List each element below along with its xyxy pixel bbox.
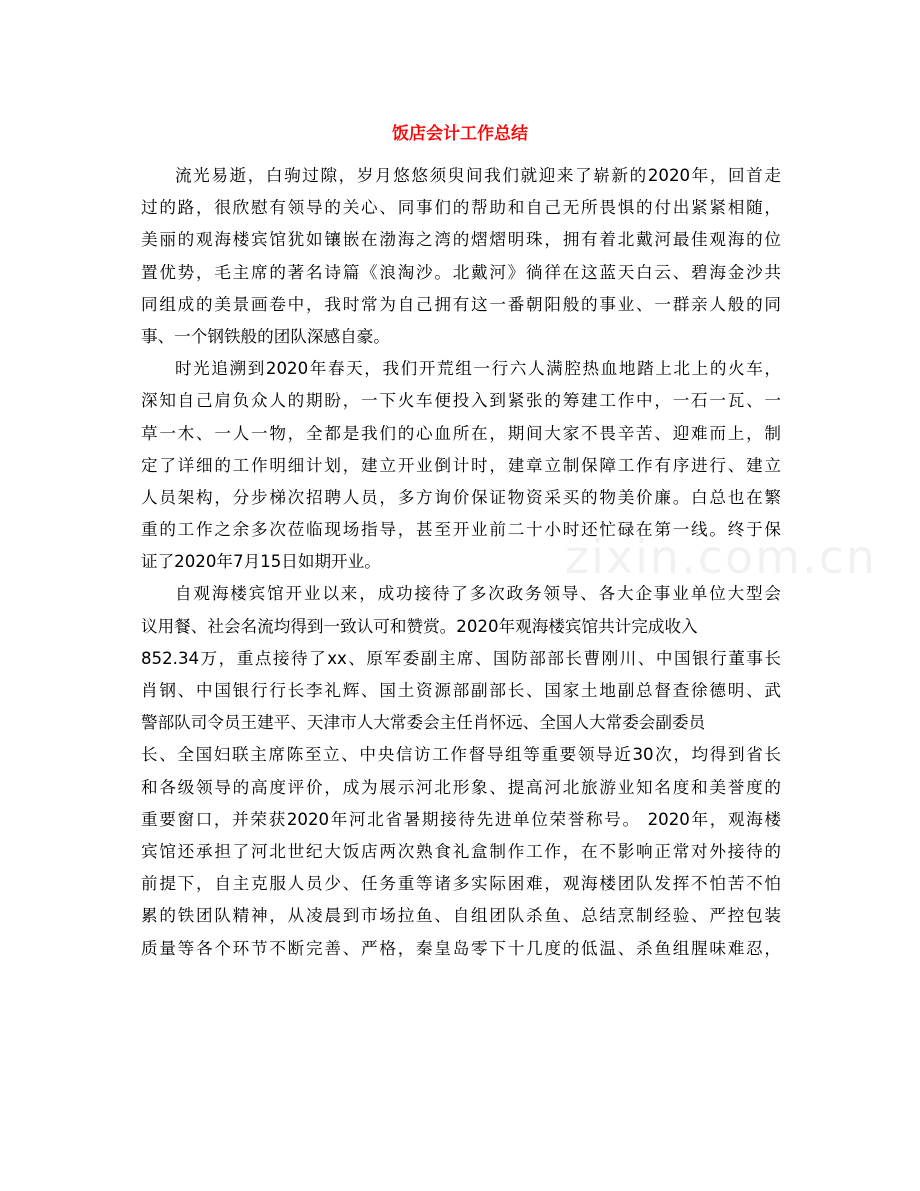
text-line: 和各级领导的高度评价，成为展示河北形象、提高河北旅游业知名度和美誉度的 — [141, 777, 781, 797]
text-line: 肖钢、中国银行行长李礼辉、国土资源部副部长、国家土地副总督查徐德明、武 — [141, 681, 781, 700]
text-line: 过的路，很欣慰有领导的关心、同事们的帮助和自己无所畏惧的付出紧紧相随， — [141, 198, 781, 218]
text-line: 深知自己肩负众人的期盼，一下火车便投入到紧张的筹建工作中，一石一瓦、一 — [141, 391, 781, 411]
text-line: 时光追溯到2020年春天，我们开荒组一行六人满腔热血地踏上北上的火车， — [175, 359, 781, 379]
watermark: zixin.com.cn — [565, 530, 878, 584]
text-line: 重的工作之余多次莅临现场指导，甚至开业前二十小时还忙碌在第一线。终于保 — [141, 520, 781, 540]
text-line: 警部队司令员王建平、天津市人大常委会主任肖怀远、全国人大常委会副委员 — [141, 713, 706, 733]
text-line: 累的铁团队精神，从凌晨到市场拉鱼、自组团队杀鱼、总结烹制经验、严控包装 — [141, 906, 781, 926]
text-line: 置优势，毛主席的著名诗篇《浪淘沙。北戴河》徜徉在这蓝天白云、碧海金沙共 — [141, 262, 781, 282]
text-line: 定了详细的工作明细计划，建立开业倒计时，建章立制保障工作有序进行、建立 — [141, 455, 781, 475]
text-line: 852.34万，重点接待了xx、原军委副主席、国防部部长曹刚川、中国银行董事长 — [141, 648, 781, 668]
paragraph-3 — [141, 578, 781, 964]
text-line: 宾馆还承担了河北世纪大饭店两次熟食礼盒制作工作，在不影响正常对外接待的 — [141, 841, 781, 861]
text-line: 长、全国妇联主席陈至立、中央信访工作督导组等重要领导近30次，均得到省长 — [141, 745, 781, 765]
text-line: 议用餐、社会名流均得到一致认可和赞赏。2020年观海楼宾馆共计完成收入 — [141, 616, 698, 636]
text-line: 前提下，自主克服人员少、任务重等诸多实际困难，观海楼团队发挥不怕苦不怕 — [141, 874, 781, 894]
text-line: 证了2020年7月15日如期开业。 — [141, 552, 381, 572]
paragraph-1 — [141, 160, 781, 353]
text-line: 流光易逝，白驹过隙，岁月悠悠须臾间我们就迎来了崭新的2020年，回首走 — [175, 166, 781, 185]
text-line: 自观海楼宾馆开业以来，成功接待了多次政务领导、各大企事业单位大型会 — [175, 584, 781, 604]
text-line: 草一木、一人一物，全都是我们的心血所在，期间大家不畏辛苦、迎难而上，制 — [141, 423, 781, 443]
document-title: 饭店会计工作总结 — [392, 124, 528, 144]
document-body — [141, 160, 781, 965]
paragraph-2 — [141, 353, 781, 578]
text-line: 美丽的观海楼宾馆犹如镶嵌在渤海之湾的熠熠明珠，拥有着北戴河最佳观海的位 — [141, 230, 781, 250]
text-line: 重要窗口，并荣获2020年河北省暑期接待先进单位荣誉称号。 2020年，观海楼 — [141, 809, 781, 829]
text-line: 事、一个钢铁般的团队深感自豪。 — [141, 326, 390, 346]
text-line: 质量等各个环节不断完善、严格，秦皇岛零下十几度的低温、杀鱼组腥味难忍， — [141, 938, 781, 958]
text-line: 人员架构，分步梯次招聘人员，多方询价保证物资采买的物美价廉。白总也在繁 — [141, 487, 781, 507]
text-line: 同组成的美景画卷中，我时常为自己拥有这一番朝阳般的事业、一群亲人般的同 — [141, 294, 781, 314]
